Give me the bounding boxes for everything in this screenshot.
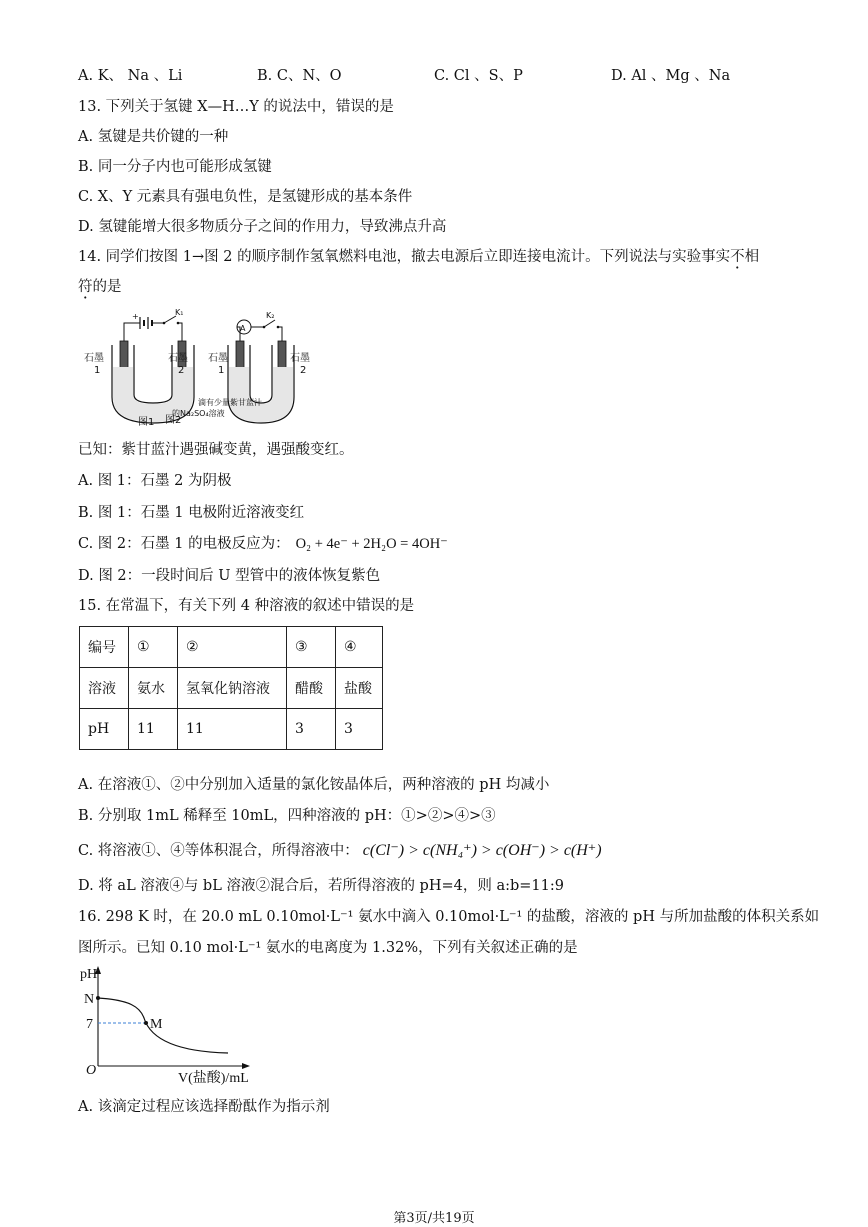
point-m-label: M (150, 1017, 163, 1032)
q16-titration-graph (78, 962, 268, 1087)
q12-option-b: B. C、N、O (257, 68, 342, 84)
q14-option-d: D. 图 2：一段时间后 U 型管中的液体恢复紫色 (78, 568, 381, 584)
solution-label-line1: 滴有少量紫甘蓝汁 (198, 398, 262, 407)
origin-label: O (86, 1063, 97, 1078)
y-axis-label: pH (80, 967, 98, 982)
ph-curve (98, 998, 228, 1053)
q12-option-c: C. Cl 、S、P (434, 68, 523, 84)
table-row: pH 11 11 3 3 (80, 709, 383, 750)
q13-stem: 13. 下列关于氢键 X—H…Y 的说法中，错误的是 (78, 99, 394, 115)
svg-text:+: + (132, 312, 139, 321)
point-n-marker (96, 996, 100, 1000)
svg-text:1: 1 (218, 365, 225, 376)
q15-option-d: D. 将 aL 溶液④与 bL 溶液②混合后，若所得溶液的 pH=4，则 a:b=11:9 (78, 878, 564, 894)
q13-option-b: B. 同一分子内也可能形成氢键 (78, 159, 272, 175)
q16-option-a: A. 该滴定过程应该选择酚酞作为指示剂 (78, 1099, 330, 1115)
q15-option-b: B. 分别取 1mL 稀释至 10mL，四种溶液的 pH：①>②>④>③ (78, 808, 496, 824)
fig2-caption: 图2 (165, 415, 182, 426)
q13-option-d: D. 氢键能增大很多物质分子之间的作用力，导致沸点升高 (78, 219, 447, 235)
q15-option-a: A. 在溶液①、②中分别加入适量的氯化铵晶体后，两种溶液的 pH 均减小 (78, 777, 550, 793)
q14-stem-line2: 符的是 (78, 279, 122, 295)
q12-option-a: A. K、 Na 、Li (78, 68, 183, 84)
svg-text:2: 2 (178, 365, 185, 376)
q14-option-b: B. 图 1：石墨 1 电极附近溶液变红 (78, 505, 305, 521)
q14-c-formula: O₂ + 4e⁻ + 2H₂O = 4OH⁻ (295, 536, 448, 552)
q15-stem: 15. 在常温下，有关下列 4 种溶液的叙述中错误的是 (78, 598, 415, 614)
q13-option-a: A. 氢键是共价键的一种 (78, 129, 229, 145)
q16-stem-line1: 16. 298 K 时，在 20.0 mL 0.10mol·L⁻¹ 氨水中滴入 0.10mol·L⁻¹ 的盐酸，溶液的 pH 与所加盐酸的体积关系如 (78, 909, 820, 925)
svg-text:1: 1 (94, 365, 101, 376)
fig2-electrode2-label: 石墨 (290, 353, 310, 364)
fig1-electrode1-label: 石墨 (84, 353, 104, 364)
q16-stem-line2: 图所示。已知 0.10 mol·L⁻¹ 氨水的电离度为 1.32%，下列有关叙述正确的是 (78, 940, 578, 956)
fig1-electrode2-label: 石墨 (168, 353, 188, 364)
point-m-marker (144, 1021, 148, 1025)
page-footer: 第3页/共19页 (393, 1211, 475, 1226)
q14-known: 已知：紫甘蓝汁遇强碱变黄，遇强酸变红。 (78, 442, 354, 458)
fig2-electrode1-label: 石墨 (208, 353, 228, 364)
table-row: 溶液 氨水 氢氧化钠溶液 醋酸 盐酸 (80, 668, 383, 709)
q15-solution-table (79, 626, 383, 750)
q12-option-d: D. Al 、Mg 、Na (611, 68, 731, 84)
switch-k2-label: K₂ (266, 311, 275, 320)
q14-stem-line1: 14. 同学们按图 1→图 2 的顺序制作氢氧燃料电池，撤去电源后立即连接电流计。下列说法与实验事实不相 (78, 249, 760, 265)
table-row: 编号 ① ② ③ ④ (80, 627, 383, 668)
solution-label-line2: 的Na₂SO₄溶液 (172, 409, 225, 418)
q15-option-c: C. 将溶液①、④等体积混合，所得溶液中： c(Cl⁻) > c(NH₄⁺) > c(OH⁻) > c(H⁺) (78, 842, 602, 859)
q14-electrolysis-figure (80, 305, 320, 430)
fig1-caption: 图1 (138, 417, 155, 428)
y-tick-7: 7 (86, 1017, 93, 1032)
ammeter-label: A (240, 324, 246, 333)
point-n-label: N (84, 992, 95, 1007)
q14-option-a: A. 图 1：石墨 2 为阴极 (78, 473, 232, 489)
svg-text:2: 2 (300, 365, 307, 376)
q15-c-formula: c(Cl⁻) > c(NH₄⁺) > c(OH⁻) > c(H⁺) (362, 842, 602, 859)
q14-option-c: C. 图 2：石墨 1 的电极反应为： O₂ + 4e⁻ + 2H₂O = 4OH⁻ (78, 536, 448, 552)
q13-option-c: C. X、Y 元素具有强电负性，是氢键形成的基本条件 (78, 189, 413, 205)
switch-k1-label: K₁ (175, 308, 184, 317)
x-axis-label: V(盐酸)/mL (178, 1071, 249, 1086)
